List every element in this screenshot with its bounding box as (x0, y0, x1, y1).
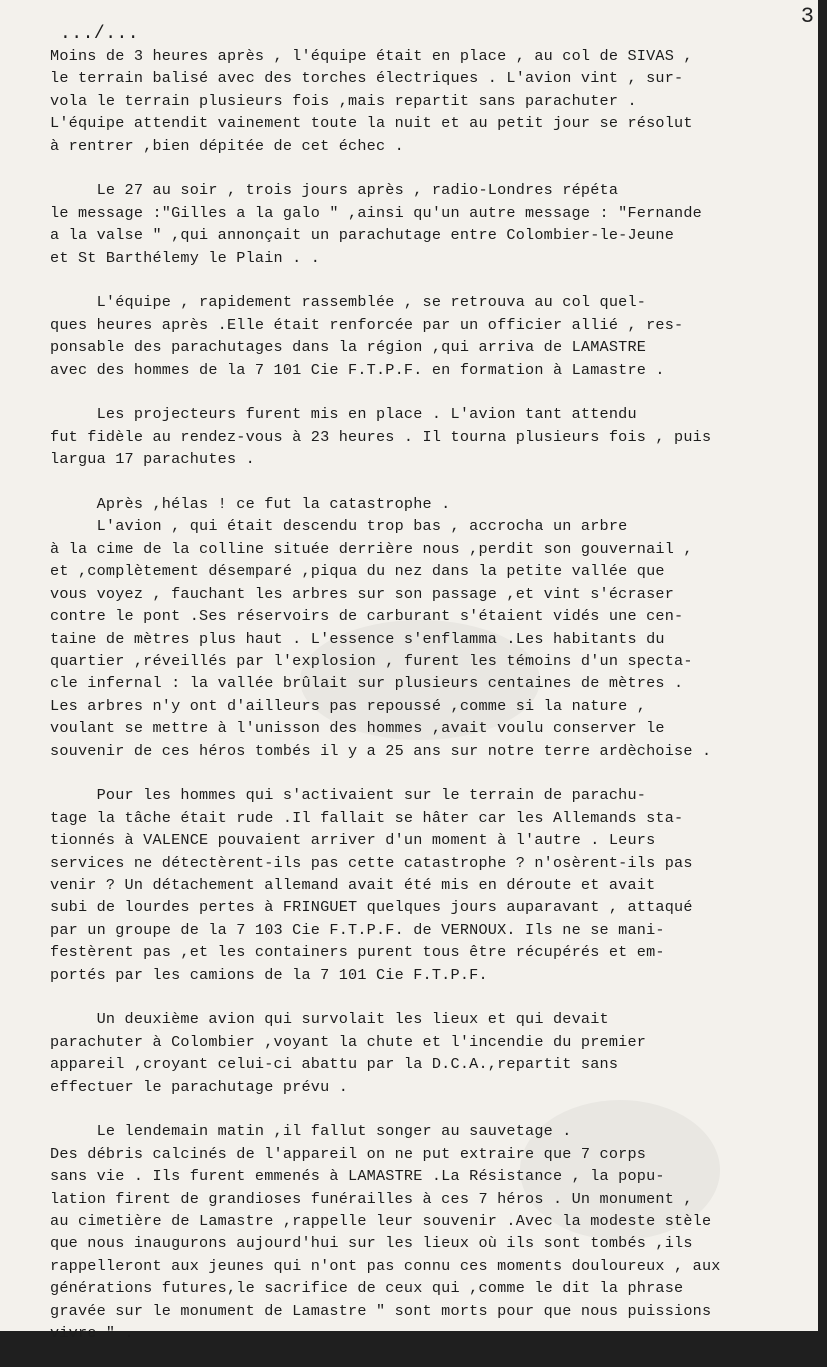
text-line: à rentrer ,bien dépitée de cet échec . (50, 136, 404, 155)
paragraph (50, 291, 780, 381)
text-line: tionnés à VALENCE pouvaient arriver d'un moment à l'autre . Leurs (50, 831, 656, 850)
text-line: Pour les hommes qui s'activaient sur le terrain de parachu- (50, 786, 647, 805)
paragraph (50, 179, 780, 269)
text-line: largua 17 parachutes . (50, 450, 255, 469)
text-line: générations futures,le sacrifice de ceux qui ,comme le dit la phrase (50, 1279, 684, 1298)
text-line: à la cime de la colline située derrière nous ,perdit son gouvernail , (50, 539, 693, 558)
paragraph (50, 1120, 780, 1344)
text-line: L'avion , qui était descendu trop bas , accrocha un arbre (50, 517, 628, 536)
text-line: quartier ,réveillés par l'explosion , furent les témoins d'un specta- (50, 651, 693, 670)
text-line: Des débris calcinés de l'appareil on ne put extraire que 7 corps (50, 1144, 647, 1163)
text-line: subi de lourdes pertes à FRINGUET quelques jours auparavant , attaqué (50, 898, 693, 917)
text-line: par un groupe de la 7 103 Cie F.T.P.F. de VERNOUX. Ils ne se mani- (50, 920, 665, 939)
text-line: Après ,hélas ! ce fut la catastrophe . (50, 495, 451, 514)
text-line: L'équipe attendit vainement toute la nuit et au petit jour se résolut (50, 114, 693, 133)
text-line: services ne détectèrent-ils pas cette catastrophe ? n'osèrent-ils pas (50, 853, 693, 872)
text-line: vous voyez , fauchant les arbres sur son passage ,et vint s'écraser (50, 584, 675, 603)
paragraph (50, 45, 780, 157)
text-line: Les arbres n'y ont d'ailleurs pas repoussé ,comme si la nature , (50, 696, 647, 715)
page-number: 3 (800, 4, 814, 29)
text-line: avec des hommes de la 7 101 Cie F.T.P.F. en formation à Lamastre . (50, 360, 665, 379)
text-line: festèrent pas ,et les containers purent tous être récupérés et em- (50, 943, 665, 962)
text-line: venir ? Un détachement allemand avait été mis en déroute et avait (50, 875, 656, 894)
text-line: ques heures après .Elle était renforcée par un officier allié , res- (50, 315, 684, 334)
text-line: vola le terrain plusieurs fois ,mais repartit sans parachuter . (50, 91, 637, 110)
text-line: le message :"Gilles a la galo " ,ainsi qu'un autre message : "Fernande (50, 203, 702, 222)
text-line: le terrain balisé avec des torches électriques . L'avion vint , sur- (50, 69, 684, 88)
paragraph (50, 1008, 780, 1098)
text-line: et ,complètement désemparé ,piqua du nez dans la petite vallée que (50, 562, 665, 581)
paragraph (50, 403, 780, 470)
text-line: tage la tâche était rude .Il fallait se hâter car les Allemands sta- (50, 808, 684, 827)
text-line: fut fidèle au rendez-vous à 23 heures . Il tourna plusieurs fois , puis (50, 427, 712, 446)
text-line: rappelleront aux jeunes qui n'ont pas connu ces moments douloureux , aux (50, 1256, 721, 1275)
text-line: et St Barthélemy le Plain . . (50, 248, 321, 267)
text-line: Le 27 au soir , trois jours après , radio-Londres répéta (50, 181, 619, 200)
text-line: taine de mètres plus haut . L'essence s'enflamma .Les habitants du (50, 629, 665, 648)
text-line: sans vie . Ils furent emmenés à LAMASTRE .La Résistance , la popu- (50, 1167, 665, 1186)
text-line: souvenir de ces héros tombés il y a 25 ans sur notre terre ardèchoise . (50, 741, 712, 760)
text-line: L'équipe , rapidement rassemblée , se retrouva au col quel- (50, 293, 647, 312)
text-line: a la valse " ,qui annonçait un parachutage entre Colombier-le-Jeune (50, 226, 675, 245)
text-line: que nous inaugurons aujourd'hui sur les lieux où ils sont tombés ,ils (50, 1234, 693, 1253)
text-line: au cimetière de Lamastre ,rappelle leur souvenir .Avec la modeste stèle (50, 1212, 712, 1231)
text-line: cle infernal : la vallée brûlait sur plusieurs centaines de mètres . (50, 674, 684, 693)
continuation-mark: .../... (60, 24, 140, 44)
paragraph (50, 784, 780, 986)
text-line: ponsable des parachutages dans la région ,qui arriva de LAMASTRE (50, 338, 647, 357)
document-body (50, 45, 780, 1367)
text-line: vivre " . (50, 1324, 134, 1343)
text-line: Le lendemain matin ,il fallut songer au sauvetage . (50, 1122, 572, 1141)
text-line: gravée sur le monument de Lamastre " sont morts pour que nous puissions (50, 1301, 712, 1320)
text-line: parachuter à Colombier ,voyant la chute et l'incendie du premier (50, 1032, 647, 1051)
text-line: voulant se mettre à l'unisson des hommes ,avait voulu conserver le (50, 719, 665, 738)
paragraph (50, 493, 780, 762)
text-line: effectuer le parachutage prévu . (50, 1077, 349, 1096)
text-line: Les projecteurs furent mis en place . L'avion tant attendu (50, 405, 637, 424)
text-line: lation firent de grandioses funérailles à ces 7 héros . Un monument , (50, 1189, 693, 1208)
text-line: contre le pont .Ses réservoirs de carburant s'étaient vidés une cen- (50, 607, 684, 626)
text-line: portés par les camions de la 7 101 Cie F.T.P.F. (50, 965, 488, 984)
text-line: Moins de 3 heures après , l'équipe était en place , au col de SIVAS , (50, 47, 693, 65)
text-line: Un deuxième avion qui survolait les lieux et qui devait (50, 1010, 609, 1029)
text-line: appareil ,croyant celui-ci abattu par la D.C.A.,repartit sans (50, 1055, 619, 1074)
